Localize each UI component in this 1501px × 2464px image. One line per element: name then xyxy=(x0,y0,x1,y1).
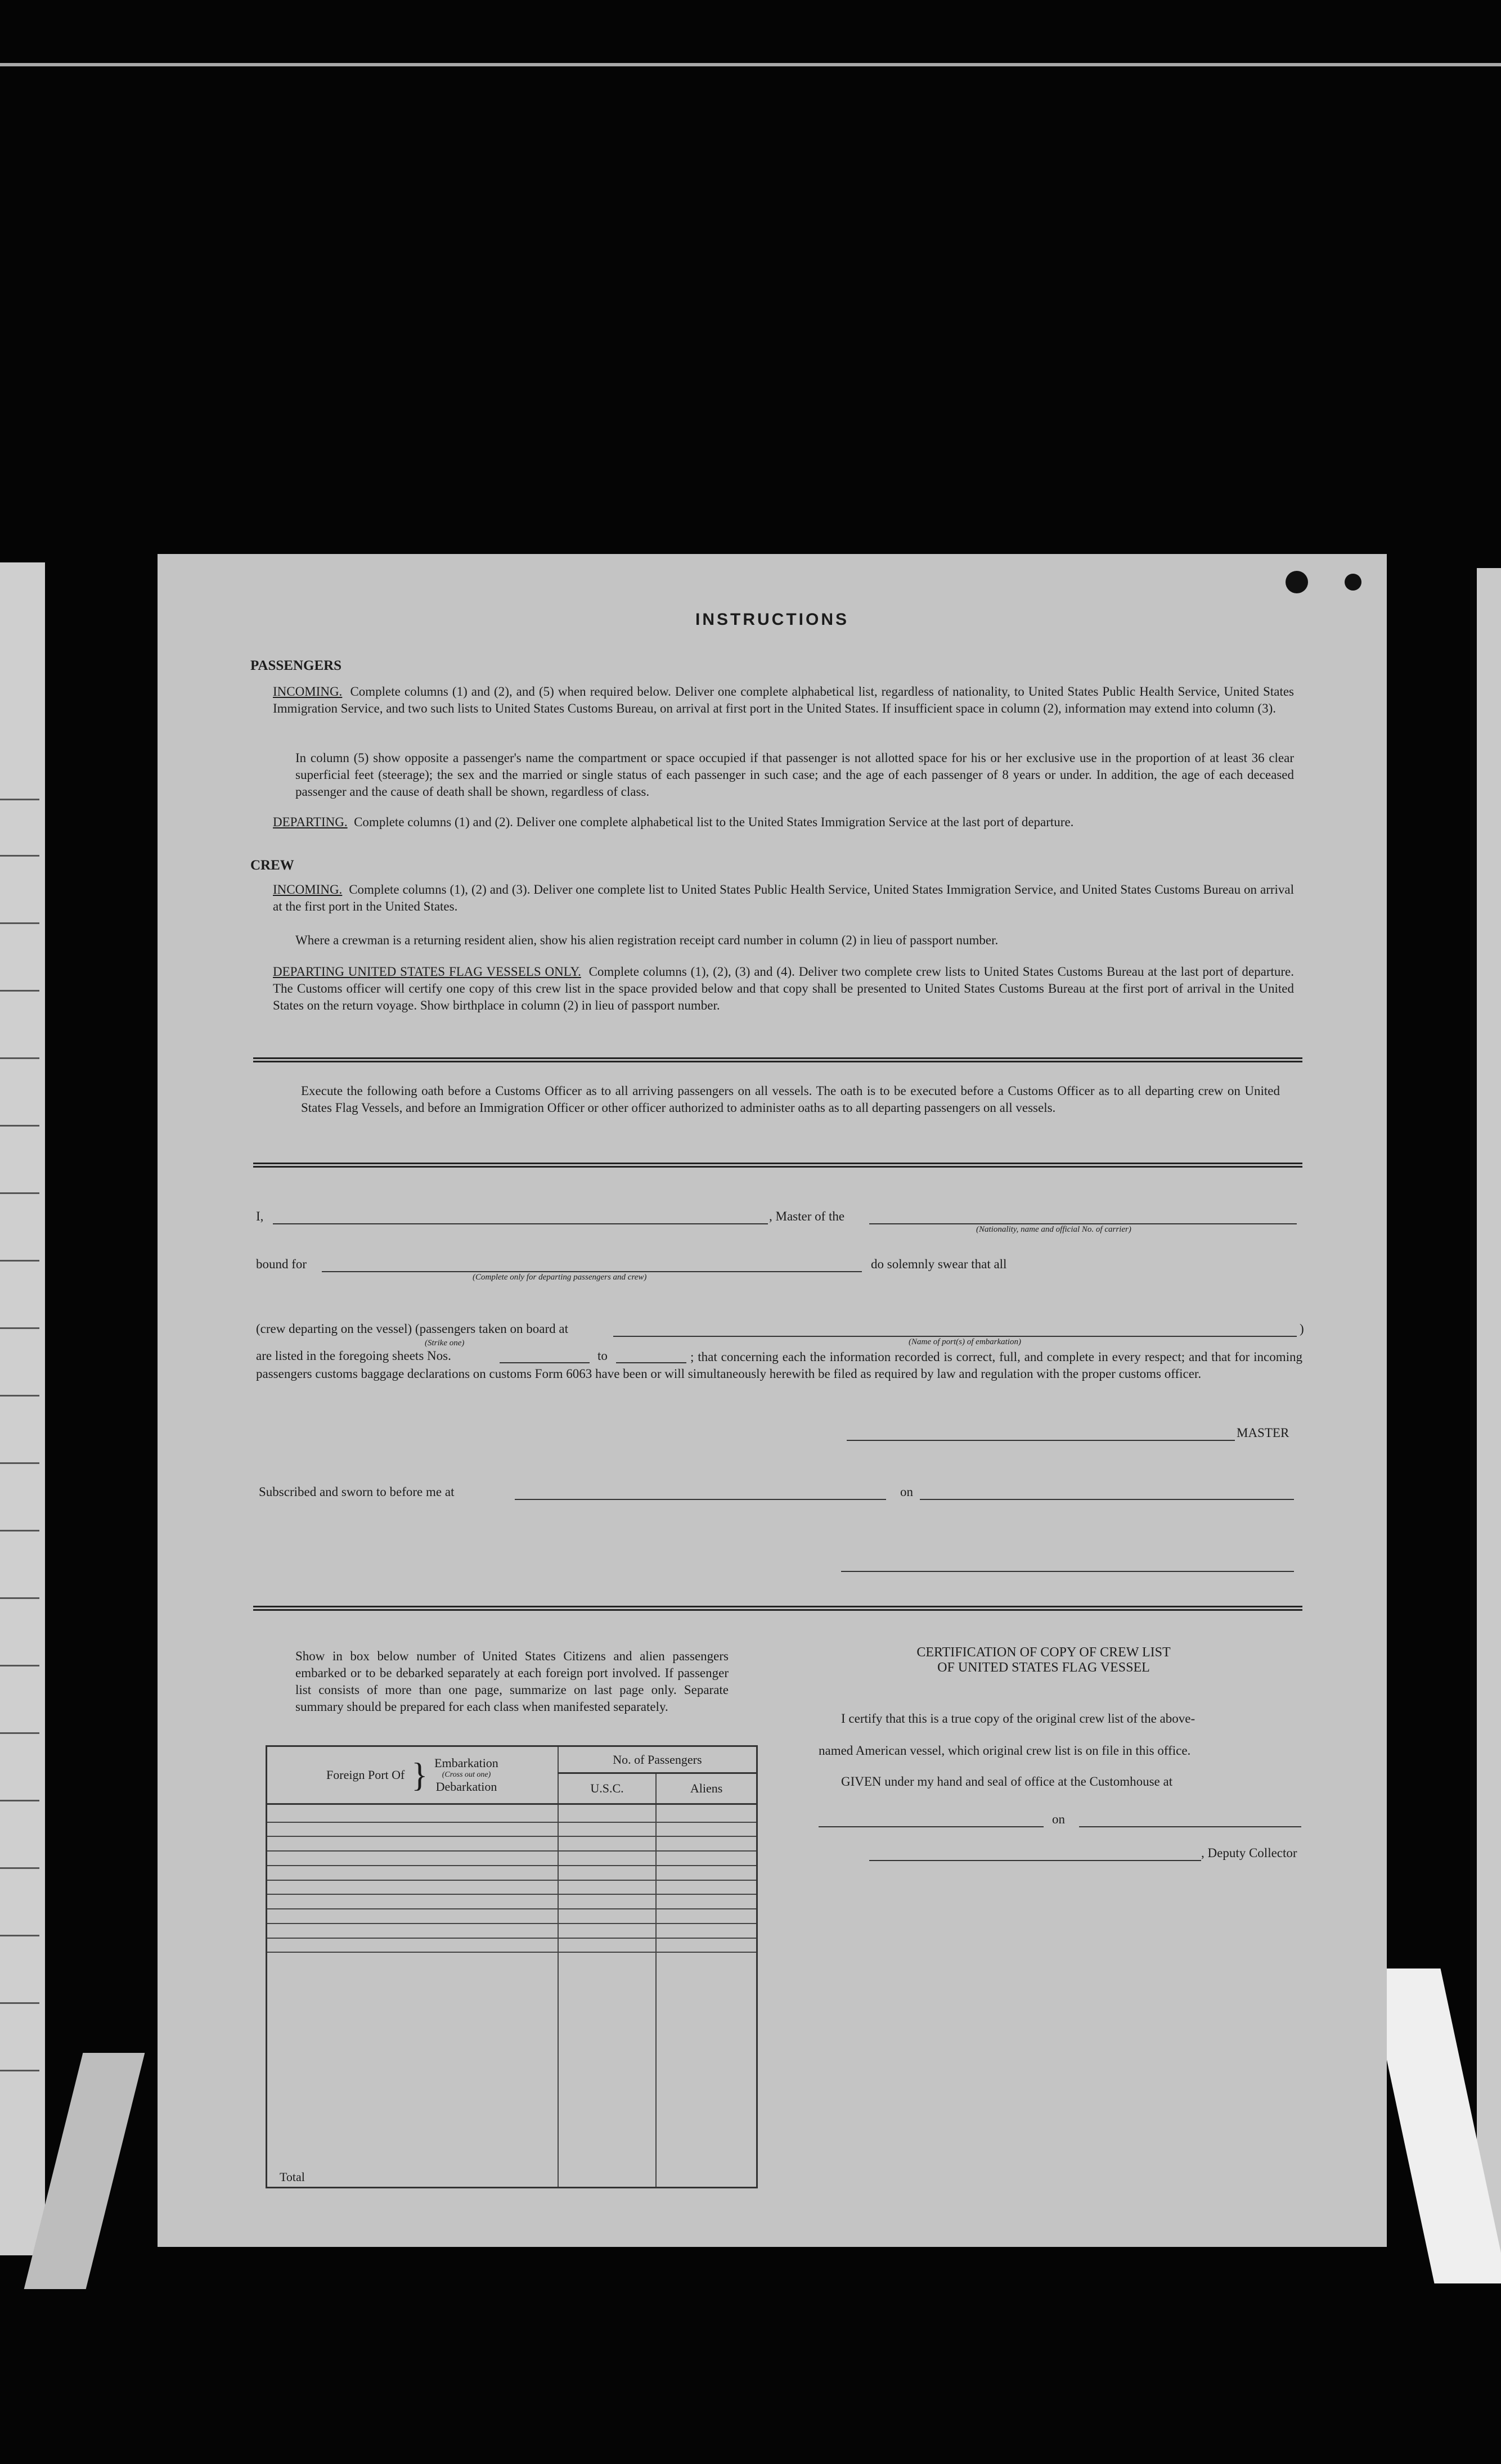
cross-out-label: (Cross out one) xyxy=(442,1771,491,1779)
film-border-line xyxy=(0,63,1501,66)
oath-i-label: I, xyxy=(256,1209,264,1223)
ports-caption: (Name of port(s) of embarkation) xyxy=(909,1337,1021,1346)
officer-signature-field[interactable] xyxy=(841,1571,1294,1572)
aliens-header: Aliens xyxy=(656,1773,757,1804)
crew-incoming-label: INCOMING. xyxy=(273,882,343,897)
carrier-caption: (Nationality, name and official No. of carrier) xyxy=(976,1225,1131,1234)
passengers-incoming-text: Complete columns (1) and (2), and (5) when required below. Deliver one complete alphabetical list, regardless of nationality, to United States Public Health Service, United States Immigration Service, and two such lists to United States Customs Bureau, on arrival at first port in the United States. If insufficient space in column (2), information may extend into column (3). xyxy=(273,684,1295,715)
customhouse-field[interactable] xyxy=(819,1826,1044,1827)
oath-on-label: on xyxy=(900,1485,913,1499)
table-row[interactable] xyxy=(267,1866,757,1880)
divider xyxy=(253,1606,1302,1611)
crew-incoming xyxy=(273,881,1294,915)
passengers-departing xyxy=(273,814,1294,831)
divider xyxy=(253,1163,1302,1168)
bound-for-field[interactable] xyxy=(322,1271,862,1272)
crew-heading: CREW xyxy=(250,858,294,873)
crew-incoming-text: Complete columns (1), (2) and (3). Deliver one complete list to United States Public Health Service, United States Immigration Service, and United States Customs Bureau on arrival at the first port in the United States. xyxy=(273,882,1294,913)
certification-line1: I certify that this is a true copy of the original crew list of the above- xyxy=(841,1711,1196,1726)
debarkation-label: Debarkation xyxy=(435,1780,497,1794)
passengers-column5: In column (5) show opposite a passenger's name the compartment or space occupied if that passenger is not allotted space for his or her exclusive use in the proportion of at least 36 clear superficial feet (steerage); the sex and the married or single status of each passenger in such case; and the age of each passenger of 8 years or under. In addition, the age of each deceased passenger and the cause of death shall be shown, regardless of class. xyxy=(295,751,1294,799)
passengers-departing-text: Complete columns (1) and (2). Deliver one complete alphabetical list to the United States Immigration Service at the last port of departure. xyxy=(354,815,1074,829)
passengers-departing-label: DEPARTING. xyxy=(273,815,348,829)
bound-caption: (Complete only for departing passengers and crew) xyxy=(473,1273,647,1282)
certification-line3: GIVEN under my hand and seal of office at the Customhouse at xyxy=(841,1774,1173,1789)
certification-on-label: on xyxy=(1052,1812,1065,1826)
divider xyxy=(253,1057,1302,1062)
strike-one-caption: (Strike one) xyxy=(425,1339,465,1348)
oath-master-of: , Master of the xyxy=(769,1209,845,1223)
oath-bound-for: bound for xyxy=(256,1257,307,1271)
table-row[interactable] xyxy=(267,1880,757,1895)
table-row[interactable] xyxy=(267,1822,757,1837)
master-signature-field[interactable] xyxy=(847,1440,1235,1441)
summary-instructions: Show in box below number of United States Citizens and alien passengers embarked or to be debarked separately at each foreign port involved. If passenger list consists of more than one page, summarize on last page only. Separate summary should be prepared for each class when manifested separately. xyxy=(295,1649,729,1714)
certification-heading-line2: OF UNITED STATES FLAG VESSEL xyxy=(937,1660,1150,1675)
adjacent-page-right xyxy=(1477,568,1501,2283)
page-title: INSTRUCTIONS xyxy=(695,610,849,629)
certification-deputy: , Deputy Collector xyxy=(1201,1846,1297,1860)
table-row[interactable] xyxy=(267,1894,757,1909)
total-label: Total xyxy=(267,1952,558,2187)
certification-date-field[interactable] xyxy=(1079,1826,1301,1827)
form-page xyxy=(158,554,1387,2247)
crew-departing xyxy=(273,963,1294,1014)
total-row xyxy=(267,1952,757,2187)
oath-swear: do solemnly swear that all xyxy=(871,1257,1007,1271)
ink-stain xyxy=(1286,571,1308,593)
oath-master-label: MASTER xyxy=(1237,1426,1289,1440)
usc-header: U.S.C. xyxy=(558,1773,656,1804)
oath-paren-close: ) xyxy=(1300,1322,1304,1336)
no-passengers-header: No. of Passengers xyxy=(558,1746,757,1773)
passenger-summary-table xyxy=(266,1745,758,2188)
table-row[interactable] xyxy=(267,1909,757,1924)
table-row[interactable] xyxy=(267,1836,757,1851)
certification-line2: named American vessel, which original crew list is on file in this office. xyxy=(819,1744,1191,1758)
passengers-heading: PASSENGERS xyxy=(250,658,342,673)
oath-crew-departing: (crew departing on the vessel) (passengers taken on board at xyxy=(256,1322,568,1336)
table-row[interactable] xyxy=(267,1804,757,1822)
certification-heading xyxy=(805,1645,1283,1675)
crew-departing-label: DEPARTING UNITED STATES FLAG VESSELS ONLY. xyxy=(273,965,581,979)
embarkation-ports-field[interactable] xyxy=(613,1336,1297,1337)
carrier-field[interactable] xyxy=(869,1223,1297,1224)
passengers-incoming xyxy=(273,683,1294,717)
oath-listed-rest: ; that concerning each the information recorded is correct, full, and complete in every respect; and that for incoming passengers customs baggage declarations on customs Form 6063 have been or will simultaneously herewith be filed as required by law and regulation with the proper customs officer. xyxy=(256,1350,1302,1381)
sworn-date-field[interactable] xyxy=(920,1499,1294,1500)
oath-subscribed: Subscribed and sworn to before me at xyxy=(259,1485,455,1499)
crew-departing-text: Complete columns (1), (2), (3) and (4). Deliver two complete crew lists to United States Customs Bureau at the last port of departure. The Customs officer will certify one copy of this crew list in the space provided below and that copy shall be presented to United States Customs Bureau at the first port of arrival in the United States on the return voyage. Show birthplace in column (2) in lieu of passport number. xyxy=(273,965,1295,1012)
master-name-field[interactable] xyxy=(273,1223,768,1224)
ink-stain xyxy=(1345,574,1361,591)
oath-listed-to: to xyxy=(597,1349,608,1363)
certification-heading-line1: CERTIFICATION OF COPY OF CREW LIST xyxy=(916,1645,1171,1660)
table-row[interactable] xyxy=(267,1851,757,1866)
table-row[interactable] xyxy=(267,1938,757,1953)
oath-intro: Execute the following oath before a Customs Officer as to all arriving passengers on all vessels. The oath is to be executed before a Customs Officer as to all departing crew on United States Flag Vessels, and before an Immigration Officer or other officer authorized to administer oaths as to all departing passengers on all vessels. xyxy=(301,1084,1280,1115)
crew-resident: Where a crewman is a returning resident alien, show his alien registration receipt card number in column (2) in lieu of passport number. xyxy=(295,933,999,947)
foreign-port-of-label: Foreign Port Of xyxy=(326,1768,405,1782)
passengers-incoming-label: INCOMING. xyxy=(273,684,343,699)
table-row[interactable] xyxy=(267,1924,757,1938)
oath-listed-prefix: are listed in the foregoing sheets Nos. xyxy=(256,1349,451,1363)
port-header-cell: Foreign Port Of } Embarkation (Cross out one) Debarkation xyxy=(267,1746,558,1804)
deputy-signature-field[interactable] xyxy=(869,1860,1201,1861)
adjacent-page-left xyxy=(0,562,45,2255)
embarkation-label: Embarkation xyxy=(434,1756,498,1770)
sworn-place-field[interactable] xyxy=(515,1499,886,1500)
